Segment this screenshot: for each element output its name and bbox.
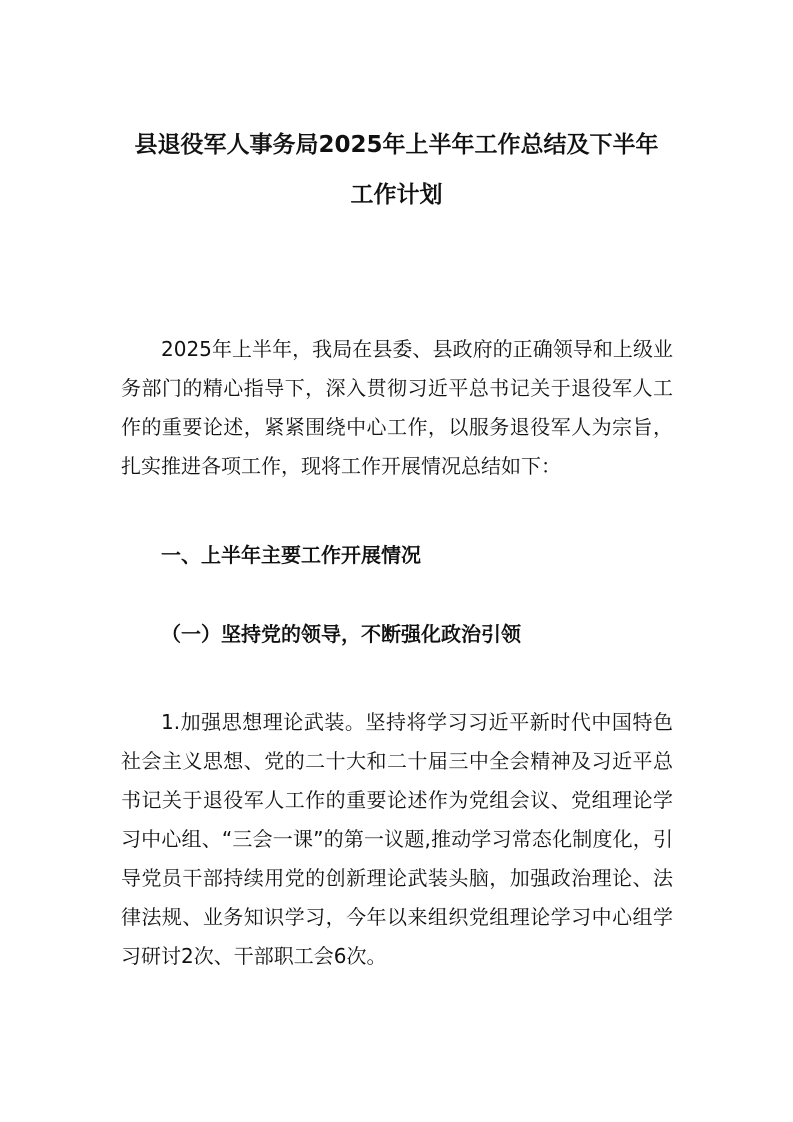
section-heading-1: 一、上半年主要工作开展情况 <box>161 543 421 567</box>
item-1-paragraph: 1.加强思想理论武装。坚持将学习习近平新时代中国特色社会主义思想、党的二十大和二十届三中全会精神及习近平总书记关于退役军人工作的重要论述作为党组会议、党组理论学习中心组、“三会一课”的第一议题,推动学习常态化制度化，引导党员干部持续用党的创新理论武装头脑，加强政治理论、法律法规、业务知识学习，今年以来组织党组理论学习中心组学习研讨2次、干部职工会6次。 <box>121 710 673 968</box>
subsection-heading-1: （一）坚持党的领导，不断强化政治引领 <box>161 622 521 646</box>
document-title-line-1: 县退役军人事务局2025年上半年工作总结及下半年 <box>134 132 659 158</box>
document-title-line-2: 工作计划 <box>350 182 443 208</box>
intro-paragraph: 2025年上半年，我局在县委、县政府的正确领导和上级业务部门的精心指导下，深入贯彻习近平总书记关于退役军人工作的重要论述，紧紧围绕中心工作，以服务退役军人为宗旨，扎实推进各项工作，现将工作开展情况总结如下： <box>121 337 673 478</box>
